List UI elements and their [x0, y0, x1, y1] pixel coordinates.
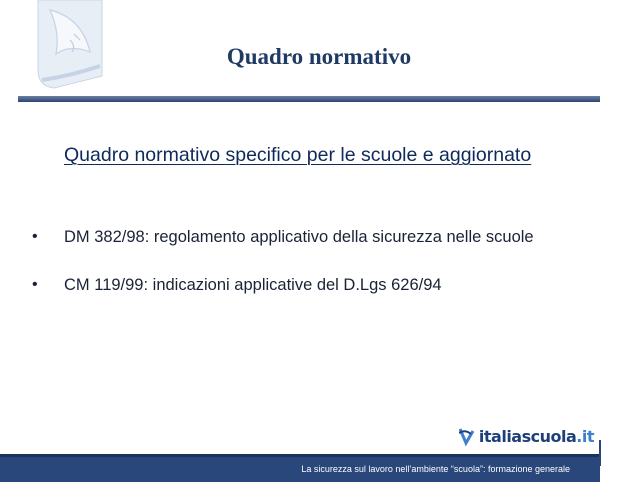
brand-logo — [459, 422, 594, 450]
brand-name-part: scuola — [521, 426, 577, 446]
title-divider — [18, 96, 600, 102]
footer-text: La sicurezza sul lavoro nell’ambiente “scuola”: formazione generale — [301, 464, 570, 474]
brand-domain: .it — [576, 426, 594, 446]
footer-bar — [0, 454, 600, 482]
slide-title: Quadro normativo — [226, 44, 412, 69]
list-item — [32, 276, 534, 300]
footer-accent — [599, 440, 601, 466]
bullet-icon: • — [32, 228, 38, 245]
brand-name-part: italia — [478, 426, 522, 446]
bullet-icon: • — [32, 276, 38, 293]
list-item — [32, 228, 534, 252]
bullet-text: DM 382/98: regolamento applicativo della sicurezza nelle scuole — [64, 228, 534, 246]
bullet-list — [32, 228, 534, 324]
slide-subtitle: Quadro normativo specifico per le scuole e aggiornato — [64, 144, 532, 166]
bullet-text: CM 119/99: indicazioni applicative del D.Lgs 626/94 — [64, 276, 442, 294]
italiascuola-logo-icon — [459, 425, 477, 447]
